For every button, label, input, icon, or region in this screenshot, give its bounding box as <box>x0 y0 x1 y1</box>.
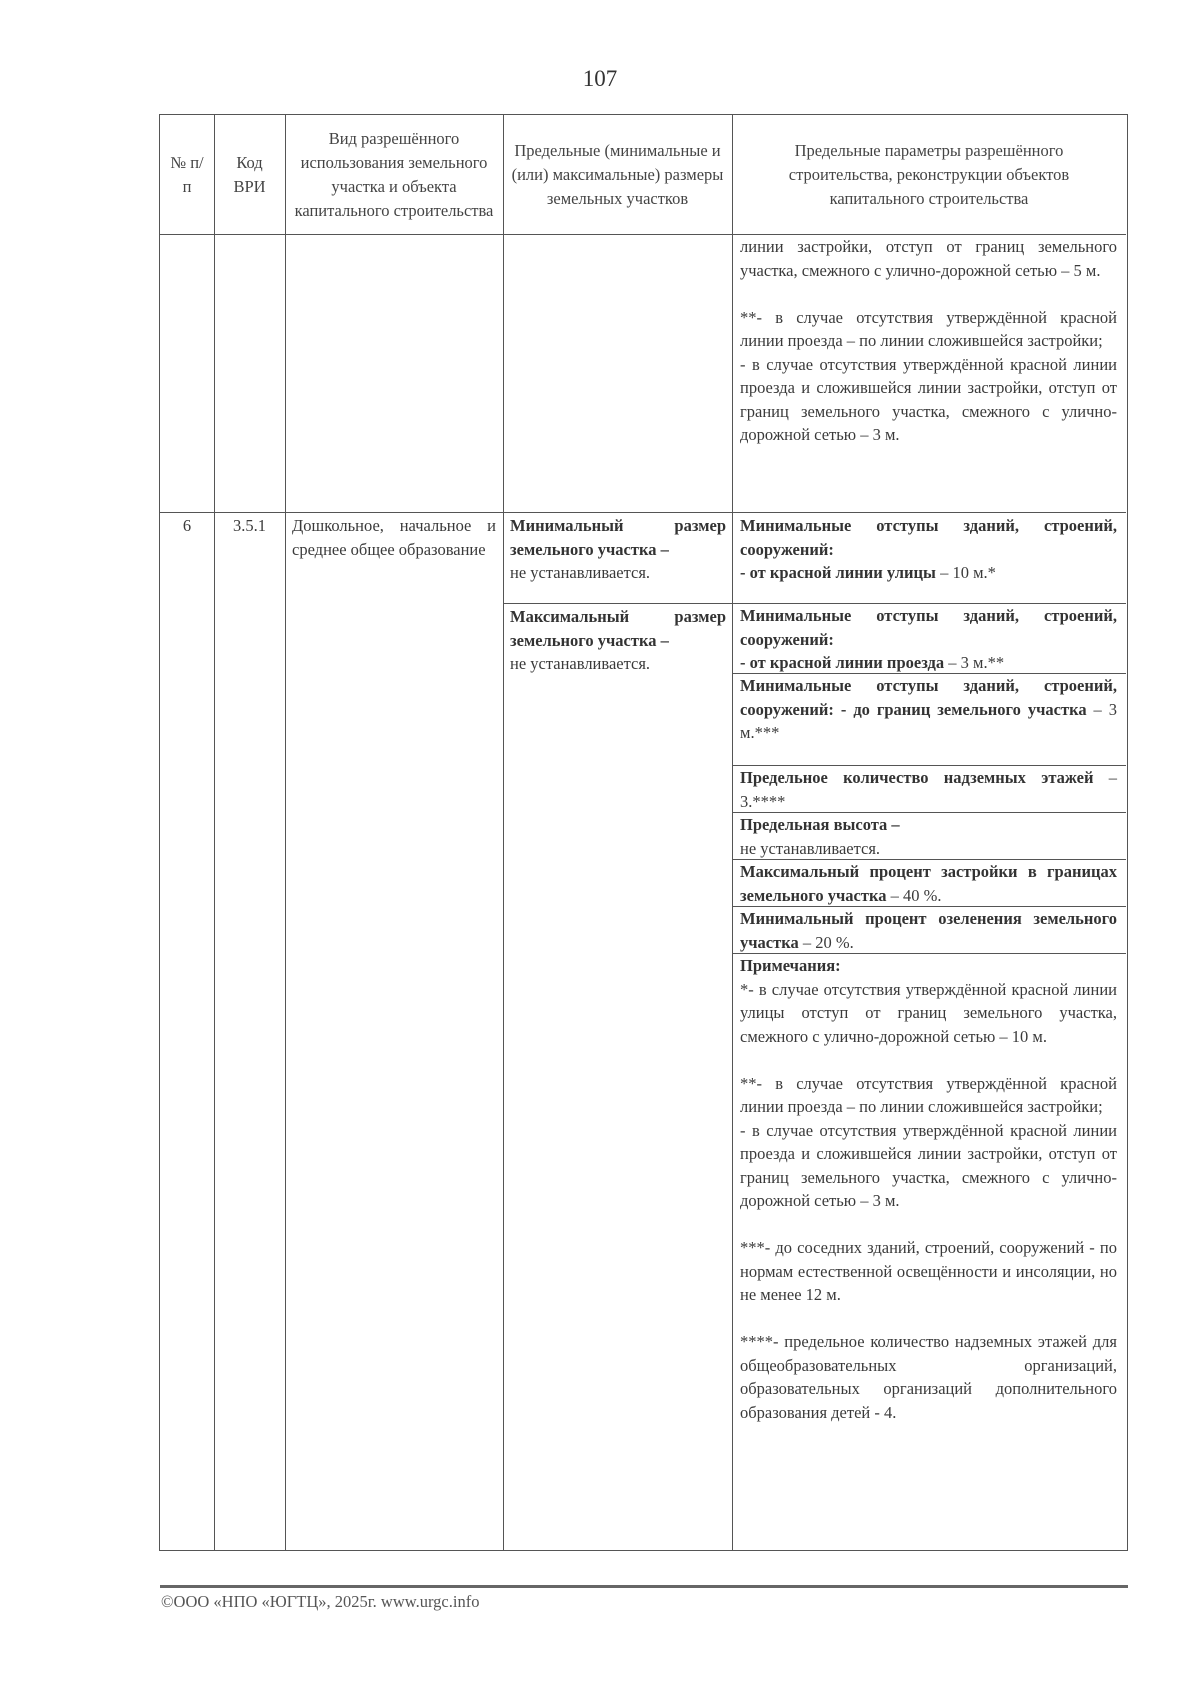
col-divider <box>503 115 504 1550</box>
param-floors <box>740 766 1117 813</box>
max-size-title: Максимальный размер земельного участка – <box>510 607 726 650</box>
note: **- в случае отсутствия утверждённой красной линии проезда – по линии сложившейся застройки; <box>740 1073 1117 1116</box>
param-value: – 3.**** <box>740 768 1117 811</box>
col-divider <box>285 115 286 1550</box>
header-use: Вид разрешённого использования земельного участка и объекта капитального строительства <box>294 128 494 220</box>
param-setback-street <box>740 514 1117 585</box>
row-code: 3.5.1 <box>233 516 266 535</box>
row-divider <box>160 512 1126 513</box>
param-label: Минимальный процент озеленения земельного участка <box>740 909 1117 952</box>
notes-cell <box>740 954 1117 1424</box>
param-label: - от красной линии улицы <box>740 563 936 582</box>
param-label: Максимальный процент застройки в границах земельного участка <box>740 862 1117 905</box>
spacer <box>740 1213 1117 1237</box>
note: - в случае отсутствия утверждённой красной линии проезда и сложившейся линии застройки, отступ от границ земельного участка, смежного с улично-дорожной сетью – 3 м. <box>740 1120 1117 1210</box>
param-label: - от красной линии проезда <box>740 653 945 672</box>
param-label: - до границ земельного участка <box>840 699 1087 719</box>
param-build-percent <box>740 860 1117 907</box>
size-cell-divider <box>503 603 732 604</box>
page-number: 107 <box>582 66 618 91</box>
param-value: – 10 м.* <box>935 563 996 582</box>
param-green-percent <box>740 907 1117 954</box>
note: *- в случае отсутствия утверждённой красной линии улицы отступ от границ земельного участка, смежного с улично-дорожной сетью – 10 м. <box>740 979 1117 1046</box>
min-size-cell <box>510 514 726 585</box>
footer-copyright: ©ООО «НПО «ЮГТЦ», 2025г. www.urgc.info <box>161 1592 480 1611</box>
param-label: Предельное количество надземных этажей <box>740 768 1094 787</box>
row-use: Дошкольное, начальное и среднее общее образование <box>292 516 496 559</box>
param-label: Минимальные отступы зданий, строений, сооружений: <box>740 676 1117 719</box>
col-divider <box>214 115 215 1550</box>
col-divider <box>732 115 733 1550</box>
param-label: Минимальные отступы зданий, строений, сооружений: <box>740 516 1117 559</box>
continued-line: - в случае отсутствия утверждённой красной линии проезда и сложившейся линии застройки, отступ от границ земельного участка, смежного с улично-дорожной сетью – 3 м. <box>740 354 1117 444</box>
header-params: Предельные параметры разрешённого строительства, реконструкции объектов капитального строительства <box>788 140 1070 208</box>
param-value: – 3 м.** <box>944 653 1005 672</box>
max-size-value: не устанавливается. <box>510 654 651 673</box>
spacer <box>740 282 1117 306</box>
param-label: Минимальные отступы зданий, строений, сооружений: <box>740 606 1117 649</box>
continued-params <box>740 235 1117 447</box>
note: ***- до соседних зданий, строений, сооружений - по нормам естественной освещённости и инсоляции, но не менее 12 м. <box>740 1238 1117 1304</box>
note: ****- предельное количество надземных этажей для общеобразовательных организаций, образовательных организаций дополнительного образования детей - 4. <box>740 1332 1117 1422</box>
param-setback-plot <box>740 674 1117 745</box>
param-height <box>740 813 1117 860</box>
max-size-cell <box>510 605 726 676</box>
param-setback-passage <box>740 604 1117 675</box>
header-size: Предельные (минимальные и (или) максимальные) размеры земельных участков <box>511 140 724 208</box>
param-value: – 20 %. <box>798 932 854 952</box>
header-num: № п/п <box>170 152 204 196</box>
header-code: Код ВРИ <box>233 152 266 196</box>
footer-rule <box>160 1585 1128 1588</box>
spacer <box>740 1048 1117 1072</box>
param-value: – 40 %. <box>886 885 942 905</box>
zoning-table <box>159 114 1128 1551</box>
param-value: – 3 м.*** <box>740 699 1117 742</box>
param-value: не устанавливается. <box>740 838 881 858</box>
continued-line: линии застройки, отступ от границ земельного участка, смежного с улично-дорожной сетью – 5 м. <box>740 237 1117 280</box>
param-label: Предельная высота – <box>740 815 900 834</box>
row-number: 6 <box>182 516 192 535</box>
notes-title: Примечания: <box>740 956 841 975</box>
min-size-title: Минимальный размер земельного участка – <box>510 516 726 559</box>
continued-line: **- в случае отсутствия утверждённой красной линии проезда – по линии сложившейся застройки; <box>740 307 1117 350</box>
spacer <box>740 1307 1117 1331</box>
min-size-value: не устанавливается. <box>510 563 651 582</box>
